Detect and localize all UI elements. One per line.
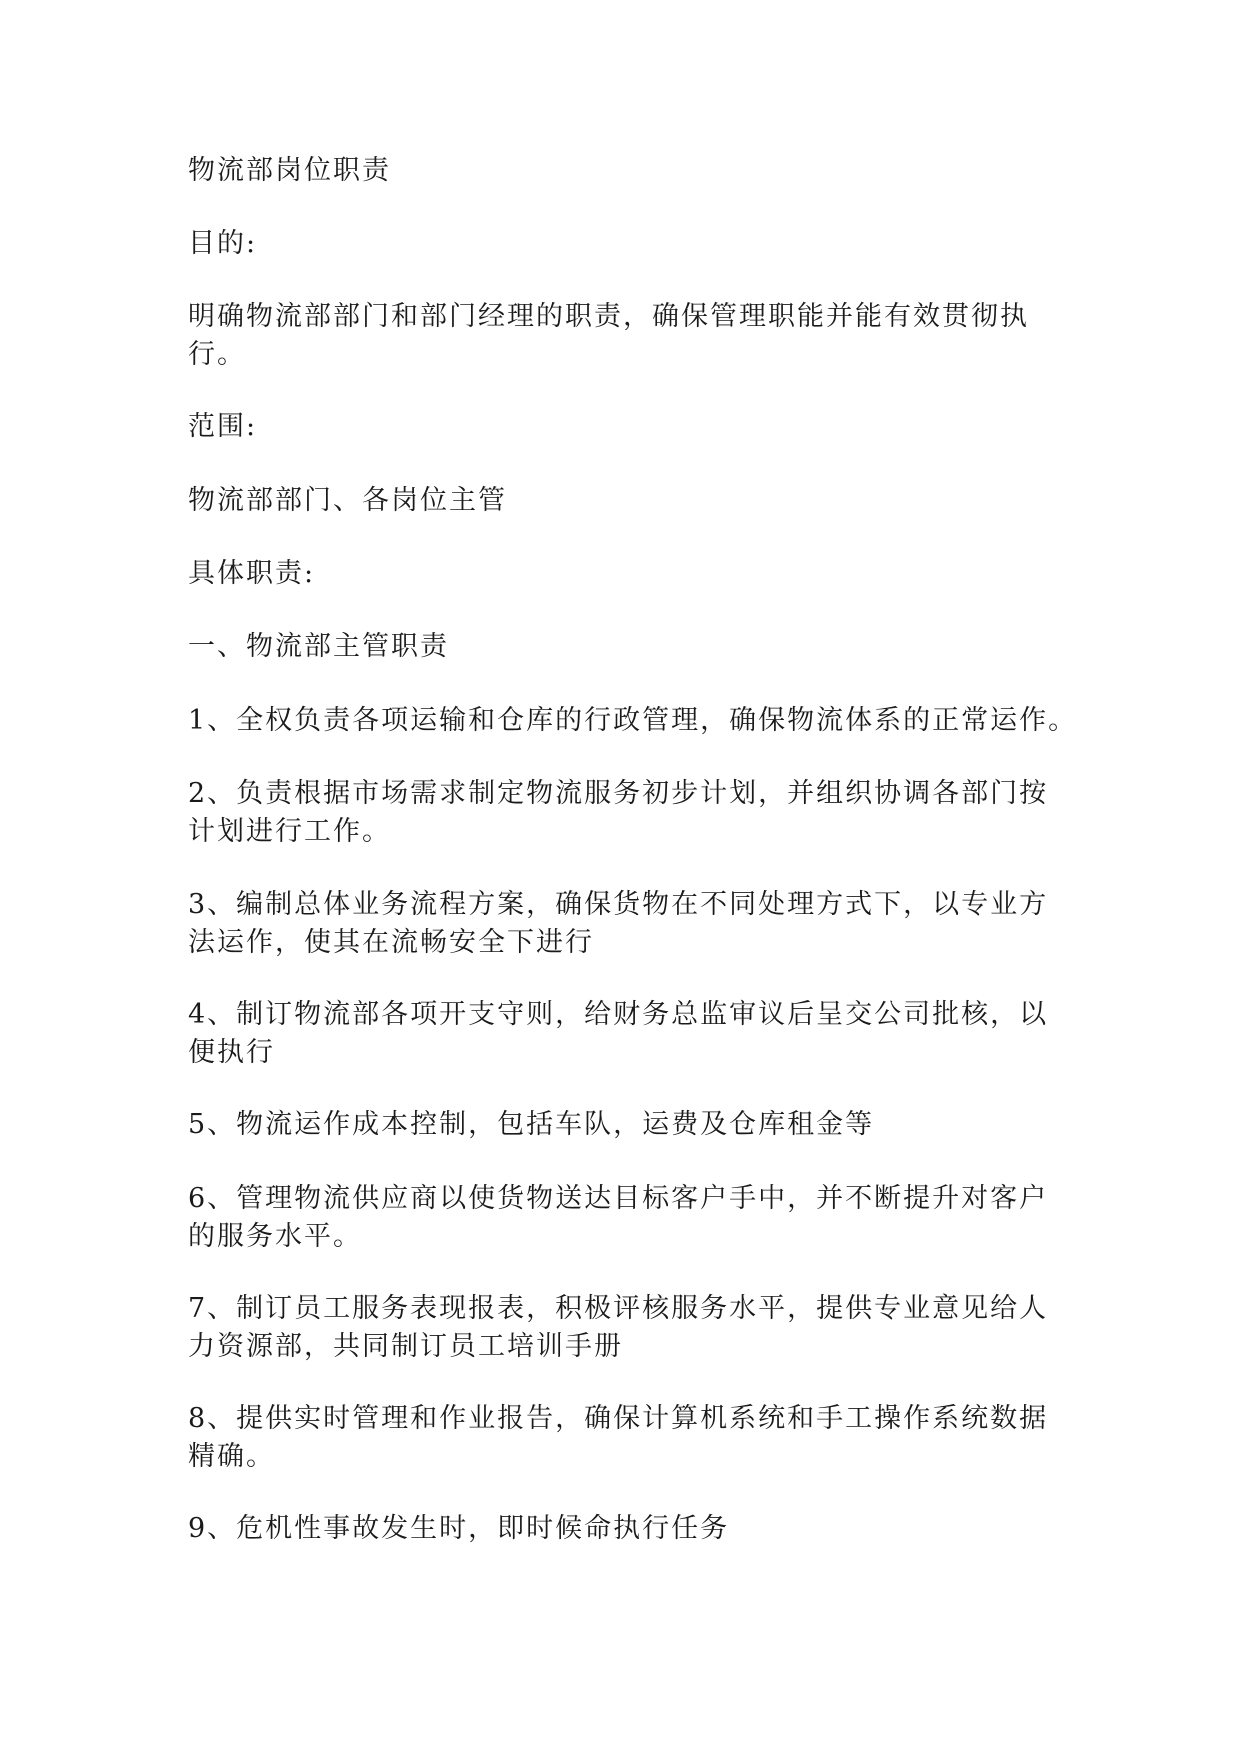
list-item: 7、制订员工服务表现报表，积极评核服务水平，提供专业意见给人力资源部，共同制订员工培训手册 <box>188 1293 1049 1362</box>
list-item: 3、编制总体业务流程方案，确保货物在不同处理方式下，以专业方法运作，使其在流畅安全下进行 <box>188 889 1049 958</box>
list-item: 2、负责根据市场需求制定物流服务初步计划，并组织协调各部门按计划进行工作。 <box>188 778 1049 847</box>
list-item: 1、全权负责各项运输和仓库的行政管理，确保物流体系的正常运作。 <box>188 705 1078 736</box>
list-item: 5、物流运作成本控制，包括车队，运费及仓库租金等 <box>188 1109 875 1140</box>
purpose-text: 明确物流部部门和部门经理的职责，确保管理职能并能有效贯彻执行。 <box>188 301 1029 370</box>
duties-heading: 具体职责: <box>188 558 316 589</box>
list-item: 4、制订物流部各项开支守则，给财务总监审议后呈交公司批核，以便执行 <box>188 999 1049 1068</box>
list-item: 6、管理物流供应商以使货物送达目标客户手中，并不断提升对客户的服务水平。 <box>188 1183 1049 1252</box>
list-item: 8、提供实时管理和作业报告，确保计算机系统和手工操作系统数据精确。 <box>188 1403 1049 1472</box>
document-title: 物流部岗位职责 <box>188 155 391 186</box>
scope-heading: 范围: <box>188 411 258 442</box>
list-item: 9、危机性事故发生时，即时候命执行任务 <box>188 1513 730 1544</box>
section-one-heading: 一、物流部主管职责 <box>188 631 449 662</box>
purpose-heading: 目的: <box>188 228 258 259</box>
scope-text: 物流部部门、各岗位主管 <box>188 485 507 516</box>
